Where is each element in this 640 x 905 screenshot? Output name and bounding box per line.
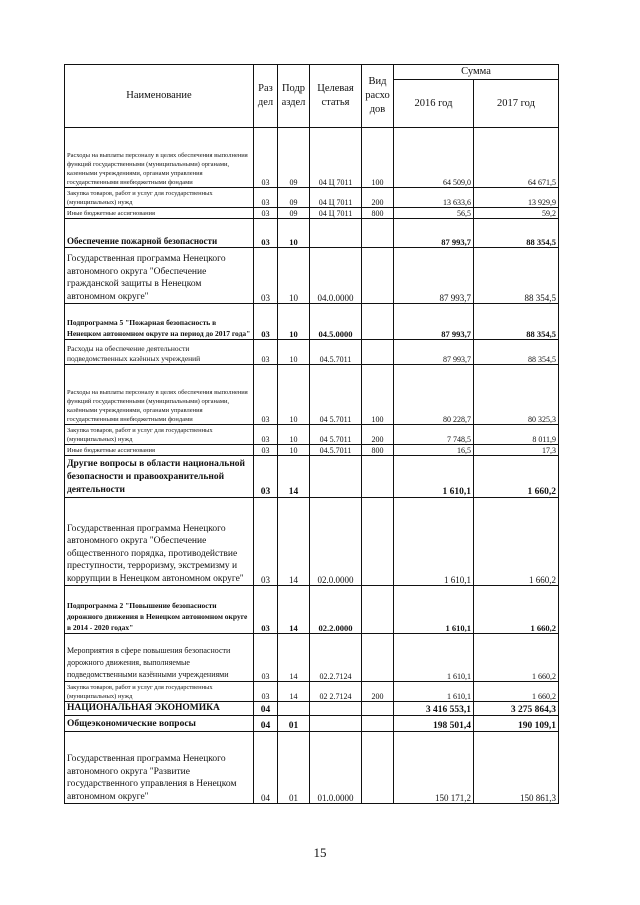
row-razdel: 03	[254, 304, 278, 340]
row-type: 200	[362, 682, 394, 702]
row-name: Государственная программа Ненецкого автономного округа "Обеспечение общественного порядка, противодействие преступности, терроризму, экстремизму и коррупции в Ненецком автономном округе"	[65, 498, 254, 586]
row-2017: 3 275 864,3	[474, 702, 559, 716]
row-2017: 1 660,2	[474, 456, 559, 498]
row-2017: 1 660,2	[474, 634, 559, 682]
row-2016: 87 993,7	[394, 248, 474, 304]
header-name: Наименование	[65, 65, 254, 128]
table-row	[65, 248, 559, 304]
row-razdel: 03	[254, 456, 278, 498]
row-type: 200	[362, 188, 394, 208]
row-podrazdel: 10	[278, 248, 310, 304]
row-2017: 150 861,3	[474, 732, 559, 804]
table-row	[65, 456, 559, 498]
row-2017: 13 929,9	[474, 188, 559, 208]
header-sum: Сумма	[394, 65, 559, 80]
row-target: 01.0.0000	[310, 732, 362, 804]
row-type	[362, 456, 394, 498]
row-target: 04.0.0000	[310, 248, 362, 304]
row-2016: 87 993,7	[394, 340, 474, 365]
row-razdel: 04	[254, 702, 278, 716]
table-row	[65, 682, 559, 702]
row-target	[310, 716, 362, 732]
table-row	[65, 498, 559, 586]
row-2017: 17,3	[474, 445, 559, 456]
row-2016: 87 993,7	[394, 219, 474, 248]
header-type: Вид расхо дов	[362, 65, 394, 128]
row-podrazdel: 09	[278, 208, 310, 219]
row-2016: 3 416 553,1	[394, 702, 474, 716]
row-podrazdel: 10	[278, 304, 310, 340]
row-podrazdel: 10	[278, 219, 310, 248]
row-2017: 1 660,2	[474, 586, 559, 634]
row-2017: 88 354,5	[474, 219, 559, 248]
row-podrazdel: 14	[278, 498, 310, 586]
row-name: Подпрограмма 2 "Повышение безопасности дорожного движения в Ненецком автономном округе в 2014 - 2020 годах"	[65, 586, 254, 634]
row-podrazdel: 14	[278, 586, 310, 634]
row-podrazdel: 10	[278, 365, 310, 425]
row-razdel: 04	[254, 716, 278, 732]
table-row	[65, 634, 559, 682]
row-target: 04.5.0000	[310, 304, 362, 340]
table-row	[65, 702, 559, 716]
row-target	[310, 219, 362, 248]
row-type: 800	[362, 208, 394, 219]
row-2017: 80 325,3	[474, 365, 559, 425]
row-razdel: 03	[254, 340, 278, 365]
row-podrazdel: 14	[278, 634, 310, 682]
table-row	[65, 365, 559, 425]
row-2016: 13 633,6	[394, 188, 474, 208]
row-target	[310, 456, 362, 498]
header-target: Целевая статья	[310, 65, 362, 128]
row-podrazdel	[278, 702, 310, 716]
row-2016: 16,5	[394, 445, 474, 456]
table-row	[65, 188, 559, 208]
row-name: Подпрограмма 5 "Пожарная безопасность в Ненецком автономном округе на период до 2017 года"	[65, 304, 254, 340]
table-row	[65, 208, 559, 219]
row-podrazdel: 10	[278, 340, 310, 365]
row-2017: 1 660,2	[474, 498, 559, 586]
header-podrazdel: Подр аздел	[278, 65, 310, 128]
row-name: Иные бюджетные ассигнования	[65, 445, 254, 456]
row-target	[310, 702, 362, 716]
row-2016: 56,5	[394, 208, 474, 219]
row-podrazdel: 10	[278, 425, 310, 445]
row-name: Расходы на обеспечение деятельности подведомственных казённых учреждений	[65, 340, 254, 365]
row-razdel: 03	[254, 248, 278, 304]
row-razdel: 03	[254, 188, 278, 208]
row-target: 02.2.0000	[310, 586, 362, 634]
row-type	[362, 498, 394, 586]
row-type: 100	[362, 128, 394, 188]
header-2016: 2016 год	[394, 80, 474, 128]
row-type	[362, 586, 394, 634]
row-podrazdel: 14	[278, 682, 310, 702]
row-name: Обеспечение пожарной безопасности	[65, 219, 254, 248]
row-razdel: 03	[254, 208, 278, 219]
row-podrazdel: 14	[278, 456, 310, 498]
row-razdel: 03	[254, 425, 278, 445]
row-2017: 190 109,1	[474, 716, 559, 732]
row-type: 100	[362, 365, 394, 425]
header-razdel: Раз дел	[254, 65, 278, 128]
row-2016: 150 171,2	[394, 732, 474, 804]
row-type	[362, 634, 394, 682]
row-razdel: 03	[254, 219, 278, 248]
row-target: 04 Ц 7011	[310, 188, 362, 208]
row-2016: 1 610,1	[394, 586, 474, 634]
table-row	[65, 304, 559, 340]
row-name: Мероприятия в сфере повышения безопасности дорожного движения, выполняемые подведомственными казёнными учреждениями	[65, 634, 254, 682]
row-2017: 88 354,5	[474, 340, 559, 365]
row-podrazdel: 10	[278, 445, 310, 456]
row-2016: 7 748,5	[394, 425, 474, 445]
row-2016: 64 509,0	[394, 128, 474, 188]
row-name: Закупка товаров, работ и услуг для государственных (муниципальных) нужд	[65, 425, 254, 445]
table-row	[65, 425, 559, 445]
row-razdel: 03	[254, 586, 278, 634]
row-type	[362, 219, 394, 248]
row-2016: 1 610,1	[394, 634, 474, 682]
table-row	[65, 716, 559, 732]
table-row	[65, 219, 559, 248]
row-target: 02 2.7124	[310, 682, 362, 702]
row-razdel: 03	[254, 498, 278, 586]
row-2016: 1 610,1	[394, 456, 474, 498]
row-podrazdel: 09	[278, 188, 310, 208]
row-2016: 1 610,1	[394, 498, 474, 586]
page-number: 15	[313, 845, 327, 860]
row-target: 04.5.7011	[310, 445, 362, 456]
table-row	[65, 586, 559, 634]
row-2017: 88 354,5	[474, 248, 559, 304]
row-name: Государственная программа Ненецкого автономного округа "Развитие государственного управления в Ненецком автономном округе"	[65, 732, 254, 804]
row-name: Расходы на выплаты персоналу в целях обеспечения выполнения функций государственными (муниципальными) органами, казёнными учреждениями, органами управления государственными внебюджетными фондами	[65, 365, 254, 425]
table-row	[65, 340, 559, 365]
row-2016: 198 501,4	[394, 716, 474, 732]
row-podrazdel: 01	[278, 732, 310, 804]
row-type	[362, 248, 394, 304]
table-row	[65, 128, 559, 188]
row-target: 04 Ц 7011	[310, 128, 362, 188]
header-2017: 2017 год	[474, 80, 559, 128]
row-2017: 64 671,5	[474, 128, 559, 188]
row-razdel: 03	[254, 365, 278, 425]
row-name: Закупка товаров, работ и услуг для государственных (муниципальных) нужд	[65, 188, 254, 208]
row-razdel: 03	[254, 128, 278, 188]
header-row-sum	[65, 65, 559, 80]
row-target: 02.0.0000	[310, 498, 362, 586]
row-target: 04 Ц 7011	[310, 208, 362, 219]
row-target: 02.2.7124	[310, 634, 362, 682]
row-2016: 87 993,7	[394, 304, 474, 340]
row-name: НАЦИОНАЛЬНАЯ ЭКОНОМИКА	[65, 702, 254, 716]
row-2017: 88 354,5	[474, 304, 559, 340]
row-razdel: 03	[254, 682, 278, 702]
row-type	[362, 340, 394, 365]
row-name: Иные бюджетные ассигнования	[65, 208, 254, 219]
row-type	[362, 732, 394, 804]
row-2016: 1 610,1	[394, 682, 474, 702]
row-name: Государственная программа Ненецкого автономного округа "Обеспечение гражданской защиты в Ненецком автономном округе"	[65, 248, 254, 304]
row-2017: 59,2	[474, 208, 559, 219]
budget-table	[64, 64, 559, 804]
row-target: 04 5.7011	[310, 365, 362, 425]
row-name: Общеэкономические вопросы	[65, 716, 254, 732]
row-name: Закупка товаров, работ и услуг для государственных (муниципальных) нужд	[65, 682, 254, 702]
row-type	[362, 702, 394, 716]
row-target: 04.5.7011	[310, 340, 362, 365]
row-type	[362, 304, 394, 340]
row-2017: 8 011,9	[474, 425, 559, 445]
row-razdel: 03	[254, 634, 278, 682]
row-target: 04 5.7011	[310, 425, 362, 445]
row-razdel: 03	[254, 445, 278, 456]
row-razdel: 04	[254, 732, 278, 804]
row-type	[362, 716, 394, 732]
row-type: 200	[362, 425, 394, 445]
row-podrazdel: 01	[278, 716, 310, 732]
row-name: Другие вопросы в области национальной безопасности и правоохранительной деятельности	[65, 456, 254, 498]
table-row	[65, 732, 559, 804]
row-podrazdel: 09	[278, 128, 310, 188]
row-name: Расходы на выплаты персоналу в целях обеспечения выполнения функций государственными (муниципальными) органами, казенными учреждениями, органами управления государственными внебюджетными фондами	[65, 128, 254, 188]
row-2016: 80 228,7	[394, 365, 474, 425]
row-2017: 1 660,2	[474, 682, 559, 702]
row-type: 800	[362, 445, 394, 456]
table-row	[65, 445, 559, 456]
budget-document	[64, 64, 558, 804]
